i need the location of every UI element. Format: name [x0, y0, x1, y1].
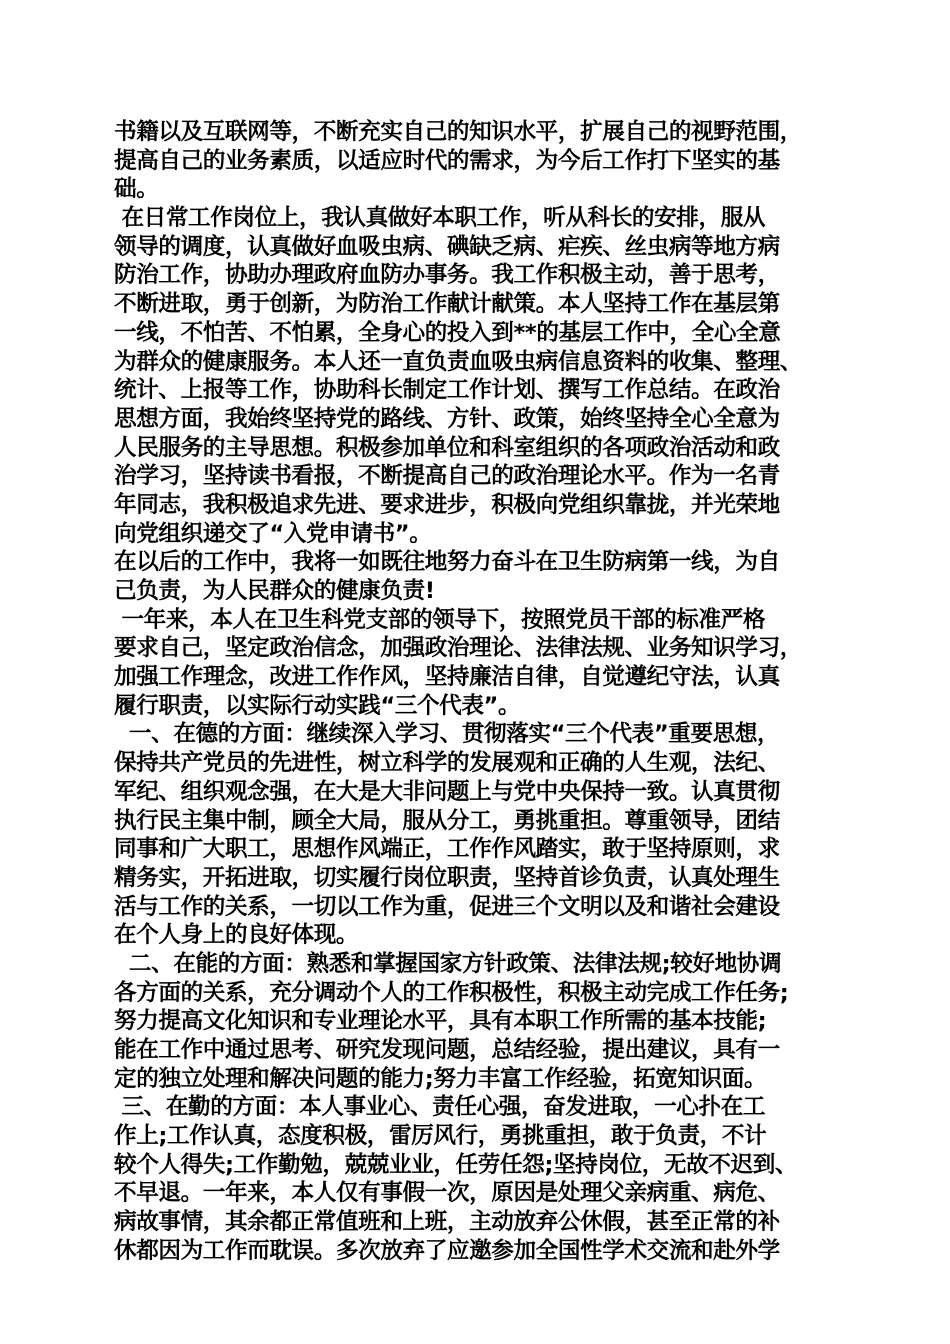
text-line: 书籍以及互联网等，不断充实自己的知识水平，扩展自己的视野范围，: [114, 119, 803, 145]
text-line: 领导的调度，认真做好血吸虫病、碘缺乏病、疟疾、丝虫病等地方病: [114, 233, 780, 260]
text-line: 提高自己的业务素质，以适应时代的需求，为今后工作打下坚实的基: [114, 147, 780, 174]
text-line: 在日常工作岗位上，我认真做好本职工作，听从科长的安排，服从: [114, 205, 766, 232]
text-line: 年同志，我积极追求先进、要求进步，积极向党组织靠拢，并光荣地: [114, 491, 780, 518]
text-line: 人民服务的主导思想。积极参加单位和科室组织的各项政治活动和政: [114, 434, 780, 461]
text-line: 一线，不怕苦、不怕累，全身心的投入到**的基层工作中，全心全意: [114, 319, 781, 346]
text-line: 防治工作，协助办理政府血防办事务。我工作积极主动，善于思考，: [114, 262, 780, 289]
text-line: 础。: [114, 176, 159, 203]
text-line: 同事和广大职工，思想作风端正，工作作风踏实，敢于坚持原则，求: [114, 836, 780, 863]
text-line: 定的独立处理和解决问题的能力;努力丰富工作经验，拓宽知识面。: [114, 1065, 767, 1092]
text-line: 三、在勤的方面：本人事业心、责任心强，奋发进取，一心扑在工: [114, 1094, 766, 1121]
text-line: 休都因为工作而耽误。多次放弃了应邀参加全国性学术交流和赴外学: [114, 1237, 780, 1264]
text-line: 向党组织递交了“入党申请书”。: [114, 520, 432, 547]
text-line: 努力提高文化知识和专业理论水平，具有本职工作所需的基本技能;: [114, 1008, 767, 1035]
text-line: 能在工作中通过思考、研究发现问题，总结经验，提出建议，具有一: [114, 1037, 780, 1063]
text-line: 不断进取，勇于创新，为防治工作献计献策。本人坚持工作在基层第: [114, 291, 780, 318]
text-line: 各方面的关系，充分调动个人的工作积极性，积极主动完成工作任务;: [114, 979, 789, 1006]
text-line: 一、在德的方面：继续深入学习、贯彻落实“三个代表”重要思想，: [114, 721, 780, 748]
text-line: 己负责，为人民群众的健康负责!: [114, 578, 435, 604]
text-line: 履行职责，以实际行动实践“三个代表”。: [114, 692, 521, 719]
text-line: 保持共产党员的先进性，树立科学的发展观和正确的人生观，法纪、: [114, 750, 780, 777]
text-line: 统计、上报等工作，协助科长制定工作计划、撰写工作总结。在政治: [114, 377, 780, 404]
text-line: 为群众的健康服务。本人还一直负责血吸虫病信息资料的收集、整理、: [114, 348, 803, 375]
text-line: 作上;工作认真，态度积极，雷厉风行，勇挑重担，敢于负责，不计: [114, 1123, 767, 1150]
text-line: 活与工作的关系，一切以工作为重，促进三个文明以及和谐社会建设: [114, 893, 780, 920]
text-line: 不早退。一年来，本人仅有事假一次，原因是处理父亲病重、病危、: [114, 1180, 780, 1207]
text-line: 在个人身上的良好体现。: [114, 922, 359, 949]
text-line: 执行民主集中制，顾全大局，服从分工，勇挑重担。尊重领导，团结: [114, 807, 780, 834]
text-line: 要求自己，坚定政治信念，加强政治理论、法律法规、业务知识学习，: [114, 635, 803, 662]
text-line: 加强工作理念，改进工作作风，坚持廉洁自律，自觉遵纪守法，认真: [114, 664, 780, 691]
text-line: 较个人得失;工作勤勉，兢兢业业，任劳任怨;坚持岗位，无故不迟到、: [114, 1151, 798, 1178]
document-body: [114, 118, 844, 1266]
text-line: 精务实，开拓进取，切实履行岗位职责，坚持首诊负责，认真处理生: [114, 864, 780, 891]
text-line: 思想方面，我始终坚持党的路线、方针、政策，始终坚持全心全意为: [114, 405, 780, 432]
text-line: 病故事情，其余都正常值班和上班，主动放弃公休假，甚至正常的补: [114, 1209, 780, 1236]
text-line: 治学习，坚持读书看报，不断提高自己的政治理论水平。作为一名青: [114, 463, 780, 490]
text-line: 二、在能的方面：熟悉和掌握国家方针政策、法律法规;较好地协调: [114, 950, 782, 977]
text-line: 在以后的工作中，我将一如既往地努力奋斗在卫生防病第一线，为自: [114, 549, 780, 576]
text-line: 军纪、组织观念强，在大是大非问题上与党中央保持一致。认真贯彻: [114, 778, 780, 805]
text-line: 一年来，本人在卫生科党支部的领导下，按照党员干部的标准严格: [114, 606, 766, 633]
